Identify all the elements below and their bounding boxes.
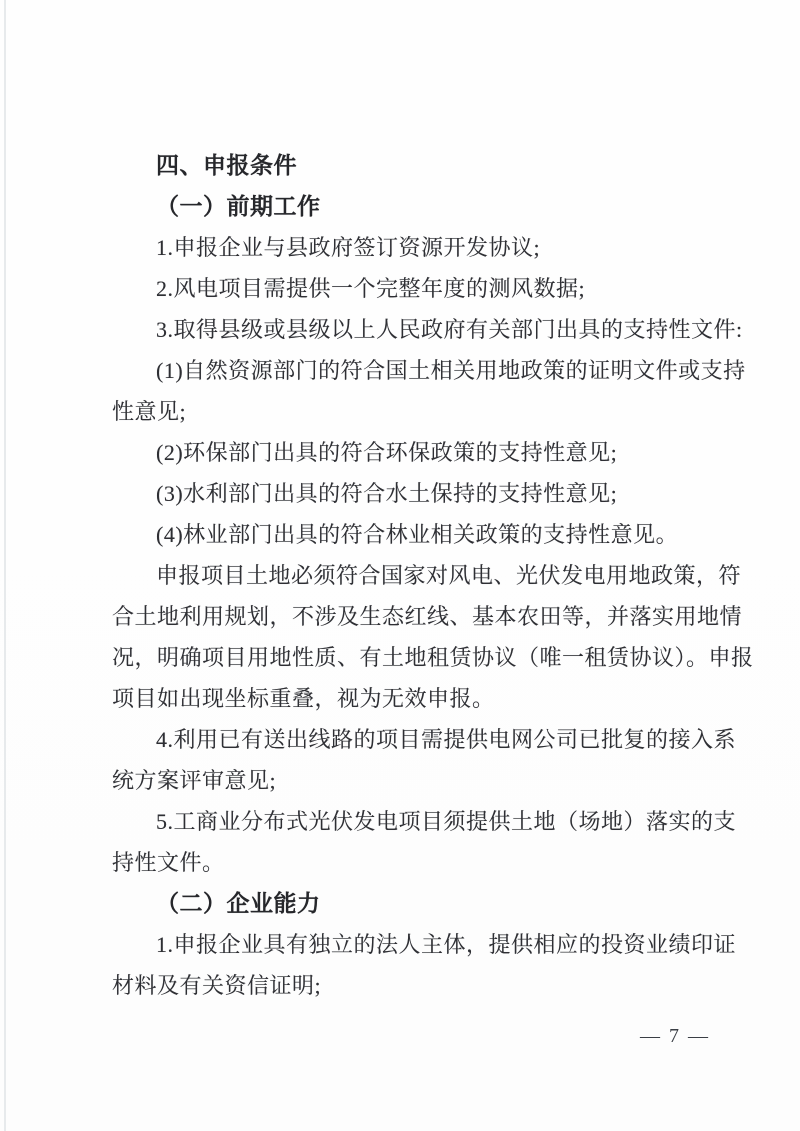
paragraph-line: 持性文件。: [112, 850, 225, 875]
paragraph-line: 5.工商业分布式光伏发电项目须提供土地（场地）落实的支: [156, 809, 737, 834]
paragraph-line: (2)环保部门出具的符合环保政策的支持性意见;: [156, 440, 618, 465]
paragraph-line: 统方案评审意见;: [112, 768, 277, 793]
paragraph-line: (4)林业部门出具的符合林业相关政策的支持性意见。: [156, 522, 679, 547]
paragraph-line: 项目如出现坐标重叠，视为无效申报。: [112, 686, 495, 711]
document-body: [112, 145, 754, 1006]
paragraph-line: 3.取得县级或县级以上人民政府有关部门出具的支持性文件:: [156, 317, 743, 342]
paragraph-line: 况，明确项目用地性质、有土地租赁协议（唯一租赁协议）。申报: [112, 645, 754, 670]
paragraph-line: 合土地利用规划，不涉及生态红线、基本农田等，并落实用地情: [112, 604, 743, 629]
paragraph-line: 1.申报企业具有独立的法人主体，提供相应的投资业绩印证: [156, 932, 737, 957]
paragraph-line: 申报项目土地必须符合国家对风电、光伏发电用地政策，符: [156, 563, 742, 588]
page-number: — 7 —: [640, 1025, 710, 1047]
paragraph-line: 性意见;: [112, 399, 187, 424]
paragraph-line: (3)水利部门出具的符合水土保持的支持性意见;: [156, 481, 618, 506]
paragraph-line: 1.申报企业与县政府签订资源开发协议;: [156, 235, 541, 260]
paragraph-line: (1)自然资源部门的符合国土相关用地政策的证明文件或支持: [156, 358, 746, 383]
paragraph-line: 2.风电项目需提供一个完整年度的测风数据;: [156, 276, 586, 301]
section-heading: 四、申报条件: [156, 152, 297, 178]
scan-edge-artifact: [4, 0, 6, 1131]
paragraph-line: 4.利用已有送出线路的项目需提供电网公司已批复的接入系: [156, 727, 737, 752]
paragraph-line: 材料及有关资信证明;: [112, 973, 322, 998]
subsection-heading: （二）企业能力: [156, 891, 321, 916]
subsection-heading: （一）前期工作: [156, 194, 321, 219]
